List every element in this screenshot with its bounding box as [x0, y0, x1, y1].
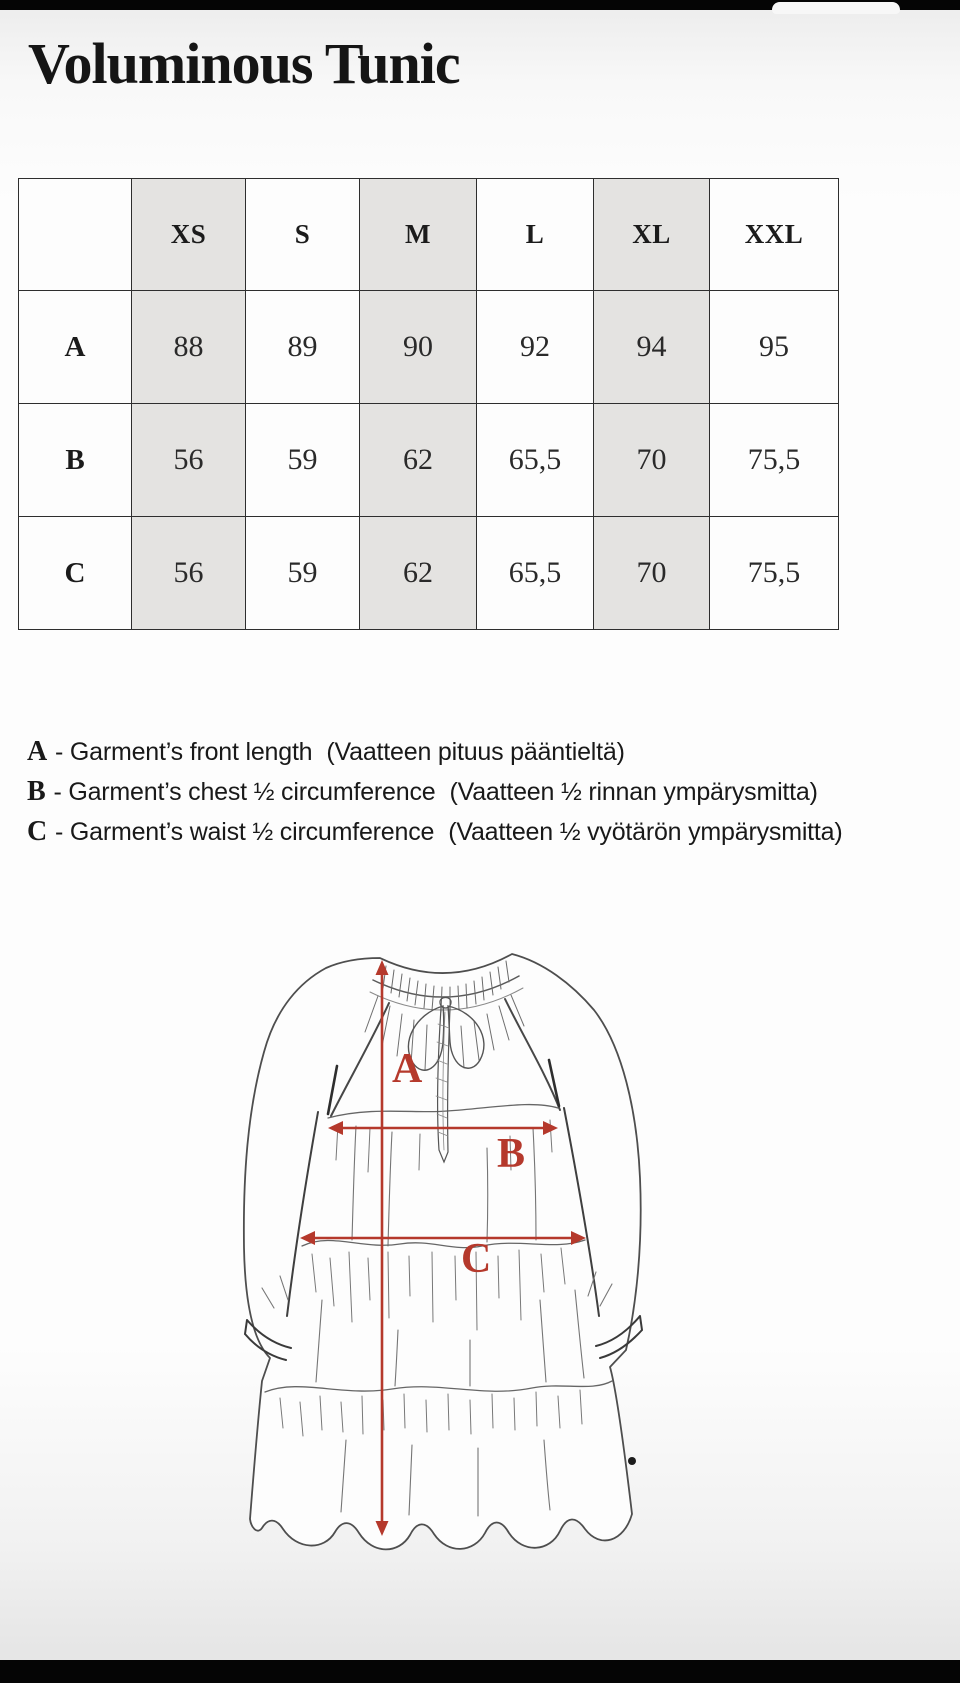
measurement-label-b: B: [497, 1131, 526, 1177]
size-value-cell: 59: [246, 404, 360, 517]
size-value-cell: 65,5: [477, 404, 594, 517]
table-header-row: [19, 179, 839, 291]
size-value-cell: 62: [360, 404, 477, 517]
size-value-cell: 56: [132, 517, 246, 630]
page-title: Voluminous Tunic: [28, 31, 460, 96]
bottom-bar: [0, 1660, 960, 1683]
top-rounded-tab: [772, 2, 900, 14]
size-value-cell: 56: [132, 404, 246, 517]
table-row-c: [19, 517, 839, 630]
legend-letter-b: B: [27, 776, 46, 807]
size-value-cell: 70: [594, 404, 710, 517]
legend-text-en: - Garment’s waist ½ circumference: [55, 818, 435, 846]
measurement-legend: [27, 736, 843, 856]
row-label-a: A: [19, 291, 132, 404]
size-value-cell: 92: [477, 291, 594, 404]
ink-dot: [628, 1457, 636, 1465]
row-label-c: C: [19, 517, 132, 630]
size-value-cell: 75,5: [710, 517, 839, 630]
col-header-xl: XL: [594, 179, 710, 291]
size-table: [18, 178, 839, 630]
legend-letter-c: C: [27, 816, 48, 847]
size-value-cell: 70: [594, 517, 710, 630]
legend-text-fi: (Vaatteen pituus pääntieltä): [326, 738, 625, 766]
legend-line-b: [27, 776, 843, 816]
legend-text-en: - Garment’s chest ½ circumference: [53, 778, 436, 806]
table-row-a: [19, 291, 839, 404]
table-row-b: [19, 404, 839, 517]
col-header-l: L: [477, 179, 594, 291]
size-value-cell: 95: [710, 291, 839, 404]
corner-cell: [19, 179, 132, 291]
legend-text-fi: (Vaatteen ½ vyötärön ympärysmitta): [448, 818, 843, 846]
size-value-cell: 94: [594, 291, 710, 404]
size-value-cell: 59: [246, 517, 360, 630]
col-header-xs: XS: [132, 179, 246, 291]
col-header-xxl: XXL: [710, 179, 839, 291]
legend-line-c: [27, 816, 843, 856]
col-header-m: M: [360, 179, 477, 291]
size-value-cell: 75,5: [710, 404, 839, 517]
legend-line-a: [27, 736, 843, 776]
size-value-cell: 62: [360, 517, 477, 630]
top-bar: [0, 0, 960, 10]
row-label-b: B: [19, 404, 132, 517]
size-value-cell: 90: [360, 291, 477, 404]
col-header-s: S: [246, 179, 360, 291]
legend-letter-a: A: [27, 736, 48, 767]
size-value-cell: 88: [132, 291, 246, 404]
tunic-measurement-diagram: [140, 860, 700, 1560]
measurement-label-c: C: [461, 1236, 492, 1282]
size-value-cell: 89: [246, 291, 360, 404]
legend-text-fi: (Vaatteen ½ rinnan ympärysmitta): [449, 778, 818, 806]
size-value-cell: 65,5: [477, 517, 594, 630]
legend-text-en: - Garment’s front length: [55, 738, 313, 766]
measurement-label-a: A: [392, 1046, 423, 1092]
